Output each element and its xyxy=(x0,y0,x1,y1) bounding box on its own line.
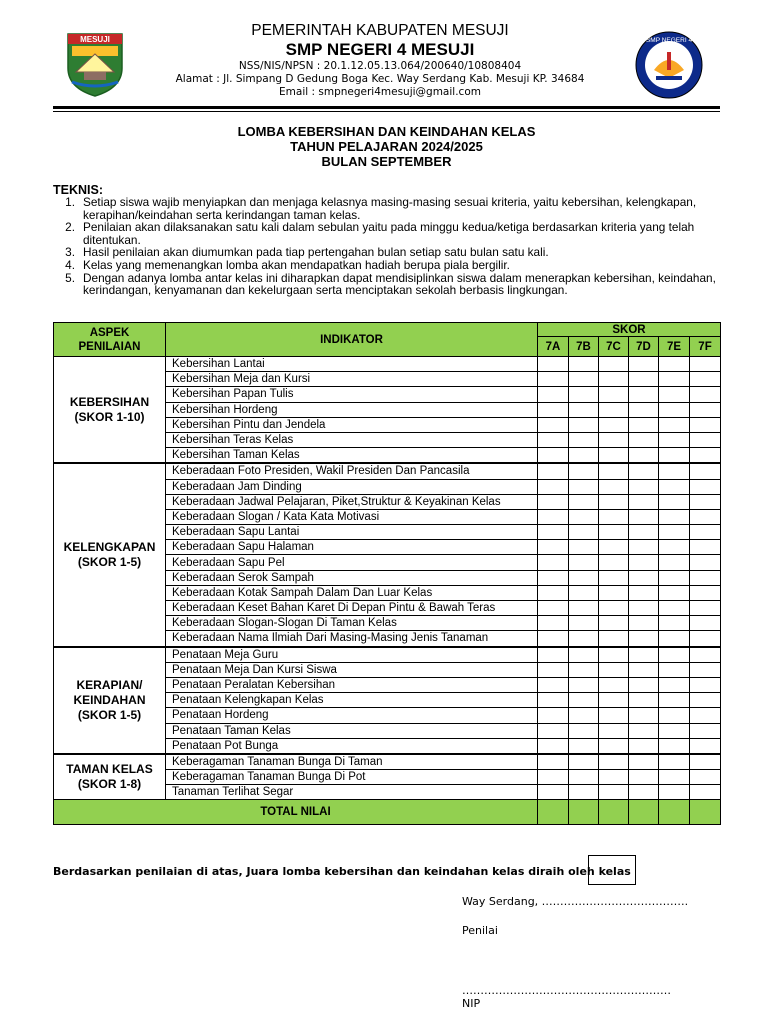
score-cell[interactable] xyxy=(690,708,721,723)
score-cell[interactable] xyxy=(538,463,569,479)
smp-negeri-4-logo xyxy=(634,30,704,100)
score-cell[interactable] xyxy=(629,525,659,540)
score-cell[interactable] xyxy=(569,662,599,677)
table-row xyxy=(54,357,721,372)
score-cell[interactable] xyxy=(599,738,629,754)
score-cell[interactable] xyxy=(629,372,659,387)
score-cell[interactable] xyxy=(629,417,659,432)
score-cell[interactable] xyxy=(659,662,690,677)
assessor-role: Penilai xyxy=(462,924,498,937)
score-cell[interactable] xyxy=(538,616,569,631)
score-cell[interactable] xyxy=(659,509,690,524)
score-cell[interactable] xyxy=(599,677,629,692)
teknis-num: 2. xyxy=(65,220,75,235)
score-cell[interactable] xyxy=(659,585,690,600)
score-cell[interactable] xyxy=(538,402,569,417)
doc-title-line-2: TAHUN PELAJARAN 2024/2025 xyxy=(290,139,483,154)
indicator-cell: Kebersihan Meja dan Kursi xyxy=(166,372,538,387)
indicator-cell: Keberadaan Kotak Sampah Dalam Dan Luar Kelas xyxy=(166,585,538,600)
score-cell[interactable] xyxy=(569,540,599,555)
score-cell[interactable] xyxy=(629,555,659,570)
score-cell[interactable] xyxy=(569,693,599,708)
score-cell[interactable] xyxy=(538,479,569,494)
score-cell[interactable] xyxy=(629,448,659,464)
indicator-cell: Keberadaan Sapu Halaman xyxy=(166,540,538,555)
header-thin-rule xyxy=(53,111,720,112)
mesuji-regency-logo xyxy=(62,28,128,98)
score-cell[interactable] xyxy=(629,540,659,555)
score-cell[interactable] xyxy=(659,723,690,738)
indicator-cell: Keberadaan Serok Sampah xyxy=(166,570,538,585)
total-cell[interactable] xyxy=(538,800,569,825)
score-cell[interactable] xyxy=(690,402,721,417)
score-table xyxy=(53,322,721,825)
score-cell[interactable] xyxy=(538,754,569,770)
teknis-text: Setiap siswa wajib menyiapkan dan menjaga kelasnya masing-masing sesuai kriteria, yaitu kebersihan, kelengkapan, kerapihan/keindahan serta kerindangan taman kelas. xyxy=(83,195,697,222)
aspek-cell: KEBERSIHAN (SKOR 1-10) xyxy=(54,357,166,464)
indicator-cell: Keberadaan Sapu Pel xyxy=(166,555,538,570)
score-cell[interactable] xyxy=(690,479,721,494)
teknis-item xyxy=(53,221,720,246)
score-cell[interactable] xyxy=(569,432,599,447)
score-cell[interactable] xyxy=(599,770,629,785)
score-cell[interactable] xyxy=(659,631,690,647)
doc-title-line-1: LOMBA KEBERSIHAN DAN KEINDAHAN KELAS xyxy=(237,124,536,139)
signature-line: ………………………………………………… xyxy=(462,984,671,997)
indicator-cell: Penataan Hordeng xyxy=(166,708,538,723)
score-cell[interactable] xyxy=(659,417,690,432)
total-cell[interactable] xyxy=(599,800,629,825)
score-cell[interactable] xyxy=(538,631,569,647)
indicator-cell: Kebersihan Lantai xyxy=(166,357,538,372)
class-header-7a: 7A xyxy=(538,337,569,357)
indicator-cell: Penataan Meja Guru xyxy=(166,647,538,663)
indicator-cell: Kebersihan Teras Kelas xyxy=(166,432,538,447)
score-cell[interactable] xyxy=(659,677,690,692)
score-cell[interactable] xyxy=(569,417,599,432)
score-cell[interactable] xyxy=(538,708,569,723)
score-cell[interactable] xyxy=(599,387,629,402)
score-cell[interactable] xyxy=(569,738,599,754)
class-header-7f: 7F xyxy=(690,337,721,357)
indicator-cell: Penataan Peralatan Kebersihan xyxy=(166,677,538,692)
score-cell[interactable] xyxy=(599,754,629,770)
score-cell[interactable] xyxy=(690,432,721,447)
score-cell[interactable] xyxy=(538,555,569,570)
score-cell[interactable] xyxy=(629,616,659,631)
class-header-7c: 7C xyxy=(599,337,629,357)
table-row xyxy=(54,647,721,663)
score-cell[interactable] xyxy=(690,525,721,540)
score-cell[interactable] xyxy=(538,738,569,754)
teknis-text: Dengan adanya lomba antar kelas ini diharapkan dapat mendisiplinkan siswa dalam menerapkan kebersihan, keindahan, kerindangan, kenyamanan dan kekelurgaan serta menciptakan sekolah berbasis lingkungan. xyxy=(83,270,716,298)
total-cell[interactable] xyxy=(629,800,659,825)
score-cell[interactable] xyxy=(629,708,659,723)
score-cell[interactable] xyxy=(659,448,690,464)
score-cell[interactable] xyxy=(659,357,690,372)
score-cell[interactable] xyxy=(690,785,721,800)
total-label: TOTAL NILAI xyxy=(54,800,538,825)
score-cell[interactable] xyxy=(659,372,690,387)
left-logo-text: MESUJI xyxy=(80,35,110,44)
score-cell[interactable] xyxy=(659,494,690,509)
score-cell[interactable] xyxy=(690,509,721,524)
score-cell[interactable] xyxy=(629,601,659,616)
score-cell[interactable] xyxy=(538,785,569,800)
score-cell[interactable] xyxy=(599,432,629,447)
score-cell[interactable] xyxy=(690,647,721,663)
score-cell[interactable] xyxy=(569,601,599,616)
score-cell[interactable] xyxy=(569,494,599,509)
score-cell[interactable] xyxy=(538,417,569,432)
score-cell[interactable] xyxy=(659,738,690,754)
score-cell[interactable] xyxy=(599,723,629,738)
score-cell[interactable] xyxy=(599,555,629,570)
score-cell[interactable] xyxy=(599,417,629,432)
score-cell[interactable] xyxy=(629,723,659,738)
score-cell[interactable] xyxy=(569,357,599,372)
indicator-cell: Keberadaan Slogan / Kata Kata Motivasi xyxy=(166,509,538,524)
indicator-cell: Keberadaan Slogan-Slogan Di Taman Kelas xyxy=(166,616,538,631)
score-cell[interactable] xyxy=(690,387,721,402)
score-cell[interactable] xyxy=(538,372,569,387)
score-cell[interactable] xyxy=(690,754,721,770)
aspek-cell: TAMAN KELAS (SKOR 1-8) xyxy=(54,754,166,800)
score-cell[interactable] xyxy=(659,785,690,800)
school-address: Alamat : Jl. Simpang D Gedung Boga Kec. Way Serdang Kab. Mesuji KP. 34684 xyxy=(175,73,585,85)
teknis-text: Penilaian akan dilaksanakan satu kali dalam sebulan yaitu pada minggu kedua/ketiga berdasarkan kriteria yang telah ditentukan. xyxy=(83,220,695,247)
doc-title-line-3: BULAN SEPTEMBER xyxy=(321,154,452,169)
score-cell[interactable] xyxy=(690,677,721,692)
score-cell[interactable] xyxy=(690,463,721,479)
score-cell[interactable] xyxy=(599,494,629,509)
nip-label: NIP xyxy=(462,997,481,1010)
score-cell[interactable] xyxy=(690,417,721,432)
score-cell[interactable] xyxy=(629,770,659,785)
score-cell[interactable] xyxy=(629,494,659,509)
score-cell[interactable] xyxy=(629,677,659,692)
header-thick-rule xyxy=(53,106,720,109)
score-cell[interactable] xyxy=(690,585,721,600)
class-header-7e: 7E xyxy=(659,337,690,357)
aspek-cell: KERAPIAN/ KEINDAHAN (SKOR 1-5) xyxy=(54,647,166,754)
score-cell[interactable] xyxy=(569,677,599,692)
score-cell[interactable] xyxy=(569,387,599,402)
score-cell[interactable] xyxy=(690,448,721,464)
score-cell[interactable] xyxy=(690,723,721,738)
score-cell[interactable] xyxy=(690,631,721,647)
score-cell[interactable] xyxy=(569,555,599,570)
score-cell[interactable] xyxy=(629,693,659,708)
teknis-item xyxy=(53,272,720,297)
score-cell[interactable] xyxy=(690,357,721,372)
score-cell[interactable] xyxy=(599,463,629,479)
winner-class-box[interactable] xyxy=(588,855,636,885)
score-cell[interactable] xyxy=(690,601,721,616)
score-cell[interactable] xyxy=(569,631,599,647)
score-cell[interactable] xyxy=(599,525,629,540)
score-cell[interactable] xyxy=(629,585,659,600)
score-cell[interactable] xyxy=(538,770,569,785)
indicator-cell: Penataan Taman Kelas xyxy=(166,723,538,738)
score-cell[interactable] xyxy=(690,494,721,509)
indicator-cell: Keberadaan Nama Ilmiah Dari Masing-Masing Jenis Tanaman xyxy=(166,631,538,647)
score-cell[interactable] xyxy=(569,448,599,464)
indicator-cell: Keberadaan Jam Dinding xyxy=(166,479,538,494)
score-cell[interactable] xyxy=(538,357,569,372)
score-cell[interactable] xyxy=(629,463,659,479)
score-cell[interactable] xyxy=(690,555,721,570)
teknis-text: Kelas yang memenangkan lomba akan mendapatkan hadiah berupa piala bergilir. xyxy=(83,257,510,272)
score-cell[interactable] xyxy=(538,677,569,692)
score-cell[interactable] xyxy=(569,525,599,540)
total-cell[interactable] xyxy=(569,800,599,825)
indicator-cell: Keberagaman Tanaman Bunga Di Taman xyxy=(166,754,538,770)
government-name: PEMERINTAH KABUPATEN MESUJI xyxy=(251,22,509,39)
score-cell[interactable] xyxy=(690,770,721,785)
teknis-num: 3. xyxy=(65,245,75,260)
score-cell[interactable] xyxy=(569,509,599,524)
class-header-7b: 7B xyxy=(569,337,599,357)
score-cell[interactable] xyxy=(629,662,659,677)
score-cell[interactable] xyxy=(599,357,629,372)
score-cell[interactable] xyxy=(629,357,659,372)
score-cell[interactable] xyxy=(538,448,569,464)
score-cell[interactable] xyxy=(538,540,569,555)
score-cell[interactable] xyxy=(538,432,569,447)
score-cell[interactable] xyxy=(659,463,690,479)
score-cell[interactable] xyxy=(599,448,629,464)
score-cell[interactable] xyxy=(629,570,659,585)
score-cell[interactable] xyxy=(569,708,599,723)
score-cell[interactable] xyxy=(538,662,569,677)
indicator-cell: Kebersihan Pintu dan Jendela xyxy=(166,417,538,432)
score-cell[interactable] xyxy=(538,585,569,600)
score-cell[interactable] xyxy=(659,555,690,570)
score-cell[interactable] xyxy=(629,432,659,447)
score-cell[interactable] xyxy=(599,601,629,616)
school-codes: NSS/NIS/NPSN : 20.1.12.05.13.064/200640/10808404 xyxy=(238,60,522,72)
score-cell[interactable] xyxy=(629,387,659,402)
score-cell[interactable] xyxy=(569,723,599,738)
teknis-num: 5. xyxy=(65,270,75,285)
indicator-cell: Kebersihan Taman Kelas xyxy=(166,448,538,464)
aspek-cell: KELENGKAPAN (SKOR 1-5) xyxy=(54,463,166,646)
score-cell[interactable] xyxy=(538,647,569,663)
score-cell[interactable] xyxy=(599,785,629,800)
teknis-item xyxy=(53,259,720,272)
place-date: Way Serdang, …………………………………. xyxy=(462,895,689,908)
right-logo-text: SMP NEGERI 4 xyxy=(645,37,693,44)
score-cell[interactable] xyxy=(569,616,599,631)
score-cell[interactable] xyxy=(629,754,659,770)
score-cell[interactable] xyxy=(599,585,629,600)
score-cell[interactable] xyxy=(569,402,599,417)
score-cell[interactable] xyxy=(599,540,629,555)
score-cell[interactable] xyxy=(690,372,721,387)
score-cell[interactable] xyxy=(538,570,569,585)
score-cell[interactable] xyxy=(569,479,599,494)
score-cell[interactable] xyxy=(690,616,721,631)
score-cell[interactable] xyxy=(569,754,599,770)
score-cell[interactable] xyxy=(599,647,629,663)
indicator-cell: Keberadaan Jadwal Pelajaran, Piket,Struktur & Keyakinan Kelas xyxy=(166,494,538,509)
score-cell[interactable] xyxy=(629,785,659,800)
score-cell[interactable] xyxy=(659,479,690,494)
conclusion-text: Berdasarkan penilaian di atas, Juara lomba kebersihan dan keindahan kelas diraih oleh kelas xyxy=(53,865,631,878)
score-cell[interactable] xyxy=(569,463,599,479)
table-body xyxy=(54,357,721,825)
score-cell[interactable] xyxy=(629,631,659,647)
score-cell[interactable] xyxy=(569,647,599,663)
total-row xyxy=(54,800,721,825)
score-cell[interactable] xyxy=(659,754,690,770)
score-cell[interactable] xyxy=(659,708,690,723)
indicator-cell: Penataan Kelengkapan Kelas xyxy=(166,693,538,708)
score-cell[interactable] xyxy=(690,662,721,677)
score-cell[interactable] xyxy=(569,372,599,387)
score-cell[interactable] xyxy=(659,616,690,631)
indicator-cell: Penataan Pot Bunga xyxy=(166,738,538,754)
score-cell[interactable] xyxy=(629,647,659,663)
school-email: Email : smpnegeri4mesuji@gmail.com xyxy=(279,86,481,98)
score-cell[interactable] xyxy=(599,616,629,631)
total-cell[interactable] xyxy=(659,800,690,825)
score-cell[interactable] xyxy=(599,631,629,647)
score-cell[interactable] xyxy=(629,738,659,754)
indicator-cell: Keberadaan Foto Presiden, Wakil Presiden Dan Pancasila xyxy=(166,463,538,479)
score-cell[interactable] xyxy=(538,509,569,524)
score-cell[interactable] xyxy=(659,387,690,402)
score-cell[interactable] xyxy=(538,723,569,738)
score-cell[interactable] xyxy=(538,494,569,509)
indicator-cell: Penataan Meja Dan Kursi Siswa xyxy=(166,662,538,677)
score-cell[interactable] xyxy=(629,479,659,494)
score-cell[interactable] xyxy=(599,570,629,585)
indicator-cell: Keberagaman Tanaman Bunga Di Pot xyxy=(166,770,538,785)
score-cell[interactable] xyxy=(538,525,569,540)
score-cell[interactable] xyxy=(629,509,659,524)
score-cell[interactable] xyxy=(569,570,599,585)
score-cell[interactable] xyxy=(690,570,721,585)
score-cell[interactable] xyxy=(599,662,629,677)
score-cell[interactable] xyxy=(599,708,629,723)
score-cell[interactable] xyxy=(538,693,569,708)
score-cell[interactable] xyxy=(629,402,659,417)
teknis-num: 4. xyxy=(65,257,75,272)
score-cell[interactable] xyxy=(659,570,690,585)
score-cell[interactable] xyxy=(690,540,721,555)
total-cell[interactable] xyxy=(690,800,721,825)
score-cell[interactable] xyxy=(659,432,690,447)
score-cell[interactable] xyxy=(690,693,721,708)
teknis-list xyxy=(53,196,720,297)
indicator-cell: Kebersihan Papan Tulis xyxy=(166,387,538,402)
score-cell[interactable] xyxy=(659,402,690,417)
skor-header: SKOR xyxy=(538,323,721,337)
class-header-7d: 7D xyxy=(629,337,659,357)
score-cell[interactable] xyxy=(659,770,690,785)
score-cell[interactable] xyxy=(659,693,690,708)
score-cell[interactable] xyxy=(659,601,690,616)
teknis-num: 1. xyxy=(65,195,75,209)
score-cell[interactable] xyxy=(659,647,690,663)
score-cell[interactable] xyxy=(659,540,690,555)
score-cell[interactable] xyxy=(569,770,599,785)
score-cell[interactable] xyxy=(659,525,690,540)
table-row xyxy=(54,754,721,770)
score-cell[interactable] xyxy=(599,479,629,494)
score-cell[interactable] xyxy=(599,402,629,417)
teknis-heading: TEKNIS: xyxy=(53,183,103,197)
indicator-cell: Keberadaan Sapu Lantai xyxy=(166,525,538,540)
score-cell[interactable] xyxy=(599,693,629,708)
indicator-cell: Keberadaan Keset Bahan Karet Di Depan Pintu & Bawah Teras xyxy=(166,601,538,616)
indikator-header: INDIKATOR xyxy=(166,323,538,357)
score-cell[interactable] xyxy=(538,387,569,402)
table-row xyxy=(54,463,721,479)
aspek-header: ASPEK PENILAIAN xyxy=(54,323,166,357)
score-cell[interactable] xyxy=(569,785,599,800)
indicator-cell: Tanaman Terlihat Segar xyxy=(166,785,538,800)
school-name: SMP NEGERI 4 MESUJI xyxy=(285,40,475,59)
score-cell[interactable] xyxy=(599,372,629,387)
score-cell[interactable] xyxy=(569,585,599,600)
score-cell[interactable] xyxy=(690,738,721,754)
teknis-item xyxy=(53,196,720,221)
teknis-text: Hasil penilaian akan diumumkan pada tiap pertengahan bulan setiap satu bulan satu kali. xyxy=(83,245,549,260)
indicator-cell: Kebersihan Hordeng xyxy=(166,402,538,417)
score-cell[interactable] xyxy=(538,601,569,616)
score-cell[interactable] xyxy=(599,509,629,524)
